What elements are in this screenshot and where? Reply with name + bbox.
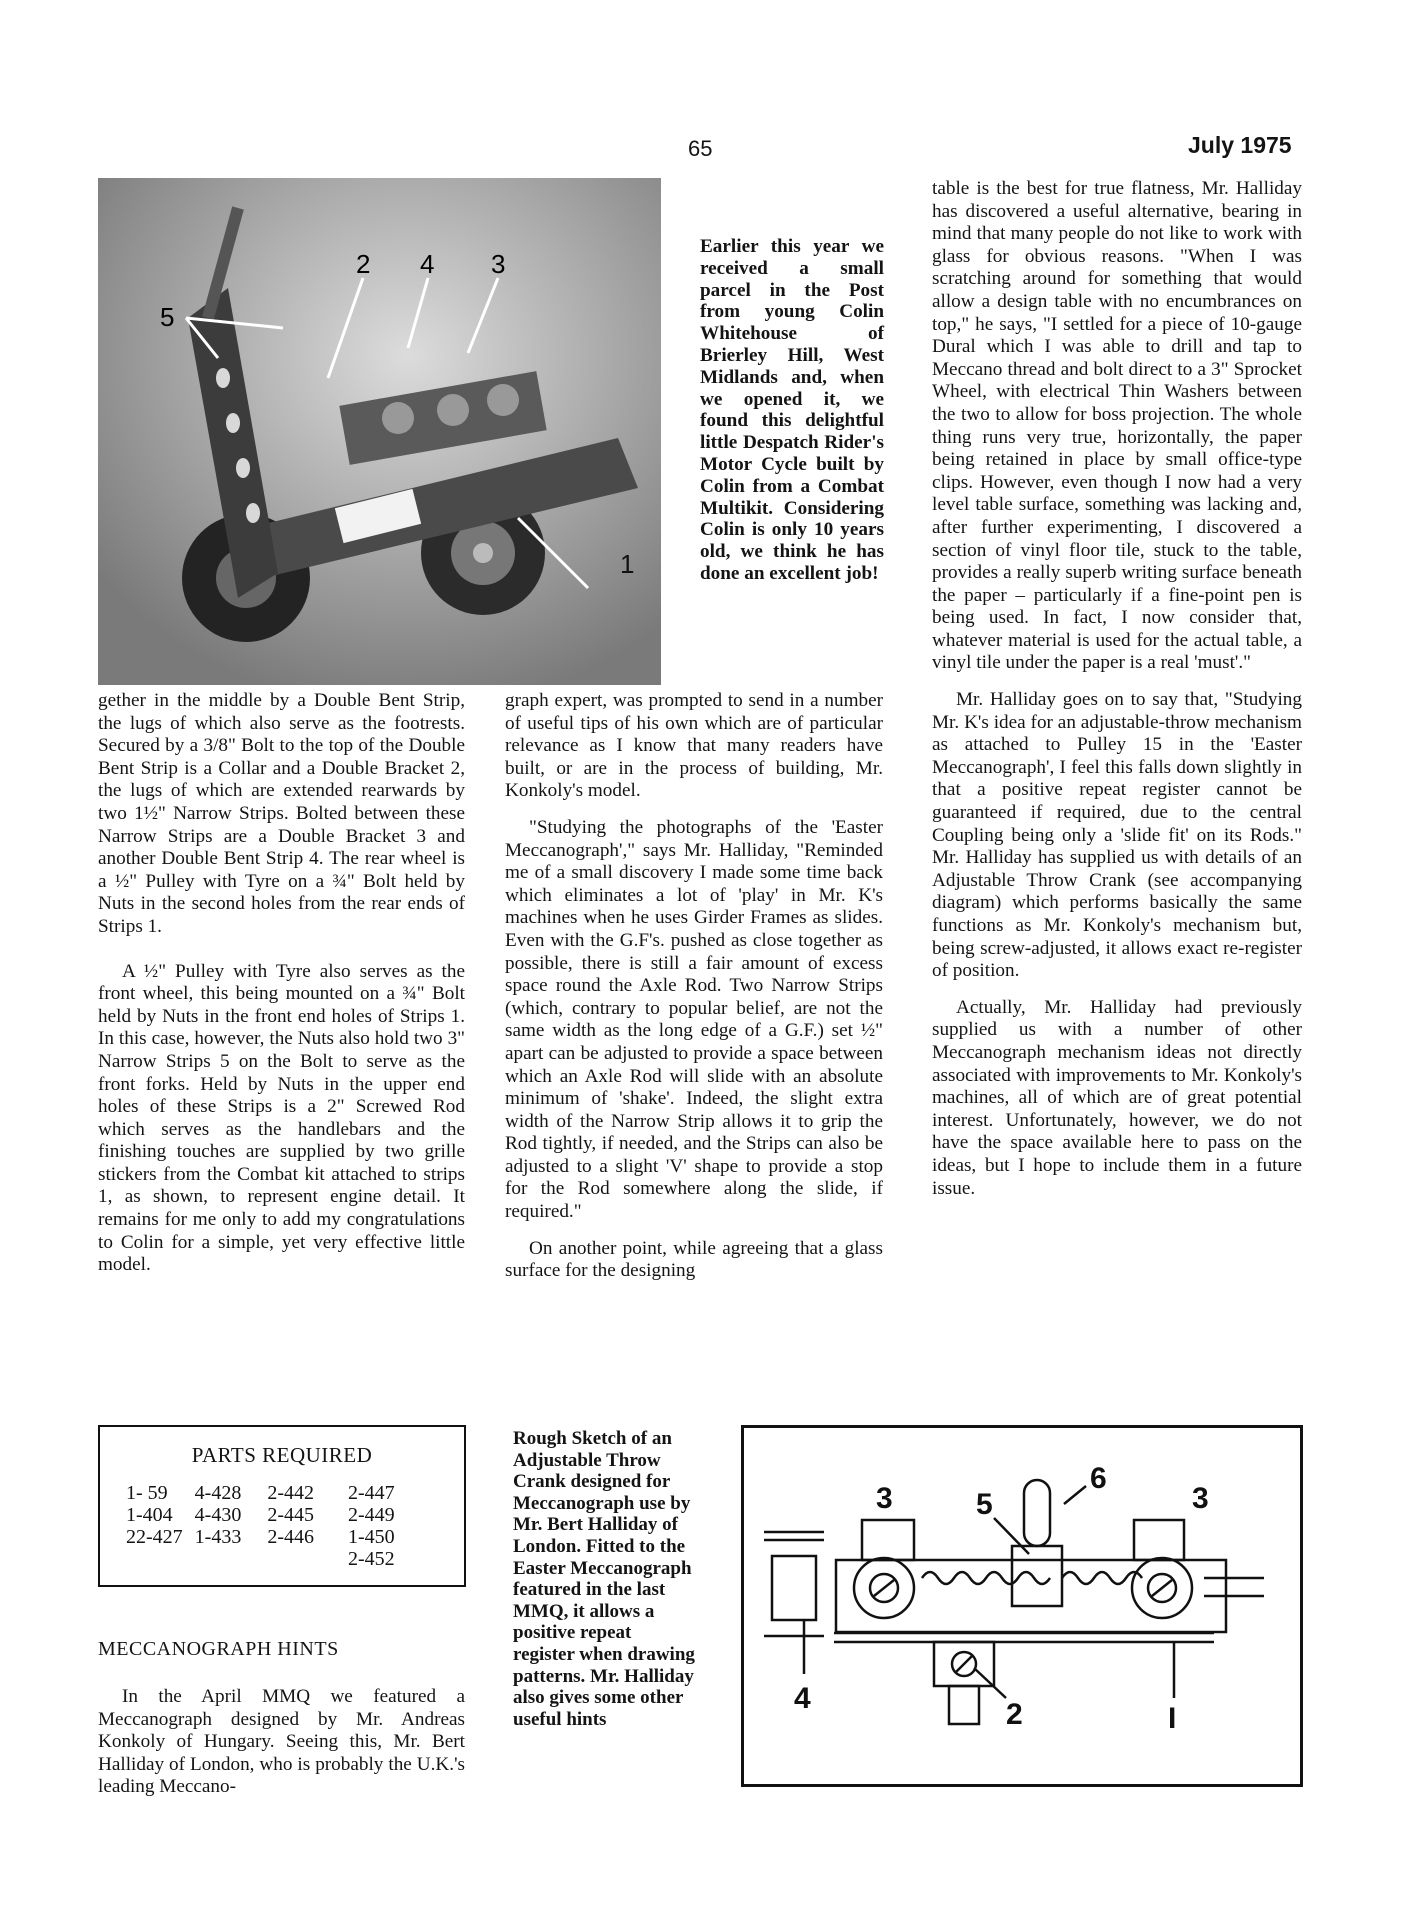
hints-heading: MECCANOGRAPH HINTS	[98, 1638, 339, 1660]
parts-cell: 2-446	[267, 1526, 315, 1548]
parts-cell: 2-447	[348, 1482, 395, 1504]
parts-cell: 2-445	[267, 1504, 315, 1526]
callout-2: 2	[356, 249, 371, 279]
col2-paragraph-3: On another point, while agreeing that a glass surface for the designing	[505, 1237, 883, 1282]
motorcycle-model-illustration	[98, 178, 661, 685]
motorcycle-photo	[98, 178, 661, 685]
column-2	[505, 690, 883, 1283]
parts-cell: 2-442	[267, 1482, 315, 1504]
parts-cell: 4-430	[194, 1504, 242, 1526]
col3-paragraph-1: table is the best for true flatness, Mr. Halliday has discovered a useful alternative, bearing in mind that many people do not like to work with glass for obvious reasons. "When I was scratching around for something that would allow a design table with no encumbrances on top," he says, "I settled for a piece of 10-gauge Dural which I was able to drill and tap to Meccano thread and bolt direct to a 3" Sprocket Wheel, with electrical Thin Washers between the two to allow for boss projection. The whole thing runs very true, horizontally, the paper being retained in place by small office-type clips. However, even though I now had a very level table surface, something was lacking and, after further experimenting, I discovered a section of vinyl floor tile, stuck to the table, provides a really superb writing surface beneath the paper – particularly if a fine-point pen is being used. In fact, I now consider that, whatever material is used for the actual table, a vinyl tile under the paper is a real 'must'."	[932, 178, 1302, 674]
photo-caption-text: Earlier this year we received a small parcel in the Post from young Colin Whitehouse of Brierley Hill, West Midlands and, when we opened it, we found this delightful little Despatch Rider's Motor Cycle built by Colin from a Combat Multikit. Considering Colin is only 10 years old, we think he has done an excellent job!	[700, 236, 884, 584]
parts-table	[120, 1482, 401, 1570]
parts-cell	[247, 1548, 320, 1570]
parts-row	[120, 1548, 401, 1570]
col2-paragraph-1: graph expert, was prompted to send in a number of useful tips of his own which are of particular relevance as I know that many readers have built, or are in the process of building, Mr. Konkoly's model.	[505, 690, 883, 802]
callout-3: 3	[491, 249, 506, 279]
parts-cell: 1-450	[348, 1526, 395, 1548]
parts-cell: 2-449	[348, 1504, 395, 1526]
parts-cell	[189, 1548, 248, 1570]
parts-cell: 1-404	[126, 1504, 173, 1526]
callout-4: 4	[420, 249, 435, 279]
parts-cell: 1- 59	[126, 1482, 168, 1504]
diagram-label-1: I	[1168, 1702, 1177, 1735]
photo-caption	[700, 236, 884, 585]
sketch-caption	[513, 1428, 696, 1730]
parts-cell: 2-452	[348, 1548, 395, 1570]
throw-crank-diagram	[741, 1425, 1303, 1787]
diagram-label-3-left: 3	[876, 1482, 893, 1515]
diagram-label-4: 4	[794, 1682, 811, 1715]
page-number: 65	[688, 136, 713, 161]
parts-required-box	[98, 1425, 466, 1587]
hints-section	[98, 1686, 465, 1799]
parts-cell: 22-427	[126, 1526, 183, 1548]
diagram-label-3-right: 3	[1192, 1482, 1209, 1515]
parts-cell: 1-433	[194, 1526, 242, 1548]
issue-date: July 1975	[1188, 132, 1292, 158]
parts-row	[120, 1526, 401, 1548]
diagram-label-5: 5	[976, 1488, 993, 1521]
column-1	[98, 690, 465, 1277]
callout-5: 5	[160, 302, 175, 332]
col3-paragraph-2: Mr. Halliday goes on to say that, "Studying Mr. K's idea for an adjustable-throw mechanism as attached to Pulley 15 in the 'Easter Meccanograph', I feel this falls down slightly in that a positive repeat register cannot be guaranteed if required, due to the central Coupling being only a 'slide fit' on its Rods." Mr. Halliday has supplied us with details of an Adjustable Throw Crank (see accompanying diagram) which performs basically the same functions as Mr. Konkoly's mechanism but, being screw-adjusted, it allows exact re-register of position.	[932, 689, 1302, 982]
sketch-caption-text: Rough Sketch of an Adjustable Throw Crank designed for Meccanograph use by Mr. Bert Halliday of London. Fitted to the Easter Meccanograph featured in the last MMQ, it allows a positive repeat register when drawing patterns. Mr. Halliday also gives some other useful hints	[513, 1428, 695, 1730]
column-3	[932, 178, 1302, 1200]
col2-paragraph-2: "Studying the photographs of the 'Easter Meccanograph'," says Mr. Halliday, "Reminded me of a small discovery I made some time back which eliminates a lot of 'play' in Mr. K's machines when he uses Girder Frames as slides. Even with the G.F's. pushed as close together as possible, there is still a fair amount of excess space round the Axle Rod. Two Narrow Strips (which, contrary to popular belief, are not the same width as the long edge of a G.F.) set ½" apart can be adjusted to provide a space between which an Axle Rod will slide with an absolute minimum of 'shake'. Indeed, the slight extra width of the Narrow Strip allows it to grip the Rod tightly, if needed, and the Strips can also be adjusted to a slight 'V' shape to provide a stop for the Rod somewhere along the slide, if required."	[505, 816, 883, 1223]
col3-paragraph-3: Actually, Mr. Halliday had previously supplied us with a number of other Meccanograph mechanism ideas not directly associated with improvements to Mr. Konkoly's machines, all of which are of great potential interest. Unfortunately, however, we do not have the space available here to pass on the ideas, but I hope to include them in a future issue.	[932, 996, 1302, 1199]
diagram-label-6: 6	[1090, 1462, 1107, 1495]
parts-row	[120, 1482, 401, 1504]
callout-1: 1	[620, 549, 635, 579]
diagram-label-2: 2	[1006, 1698, 1023, 1731]
parts-title: PARTS REQUIRED	[191, 1443, 373, 1467]
parts-cell: 4-428	[194, 1482, 242, 1504]
throw-crank-sketch	[744, 1428, 1300, 1784]
parts-cell	[120, 1548, 189, 1570]
hints-paragraph-1: In the April MMQ we featured a Meccanograph designed by Mr. Andreas Konkoly of Hungary. Seeing this, Mr. Bert Halliday of London, who is probably the U.K.'s leading Meccano-	[98, 1686, 465, 1798]
col1-paragraph-1: gether in the middle by a Double Bent Strip, the lugs of which also serve as the footrests. Secured by a 3/8" Bolt to the top of the Double Bent Strip is a Collar and a Double Bracket 2, the lugs of which are extended rearwards by two 1½" Narrow Strips. Bolted between these Narrow Strips are a Double Bracket 3 and another Double Bent Strip 4. The rear wheel is a ½" Pulley with Tyre on a ¾" Bolt held by Nuts in the second holes from the rear ends of Strips 1.	[98, 690, 465, 937]
col1-paragraph-2: A ½" Pulley with Tyre also serves as the front wheel, this being mounted on a ¾" Bolt held by Nuts in the front end holes of Strips 1. In this case, however, the Nuts also hold two 3" Narrow Strips 5 on the Bolt to serve as the front forks. Held by Nuts in the upper end holes of these Strips is a 2" Screwed Rod which serves as the handlebars and the finishing touches are supplied by two grille stickers from the Combat kit attached to strips 1, as shown, to represent engine detail. It remains for me only to add my congratulations to Colin for a simple, yet very effective little model.	[98, 960, 465, 1276]
parts-row	[120, 1504, 401, 1526]
